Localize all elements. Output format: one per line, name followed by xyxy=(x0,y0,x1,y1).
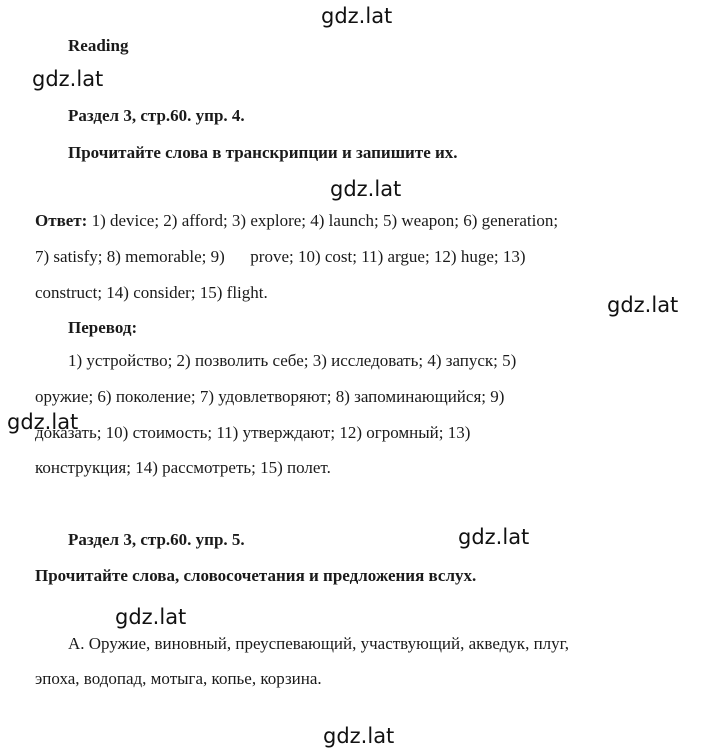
watermark-text: gdz.lat xyxy=(607,293,679,317)
exercise-instruction: Прочитайте слова в транскрипции и запишите их. xyxy=(68,143,458,162)
translation-line: конструкция; 14) рассмотреть; 15) полет. xyxy=(35,458,331,477)
watermark-text: gdz.lat xyxy=(32,67,104,91)
translation-line: оружие; 6) поколение; 7) удовлетворяют; 8) запоминающийся; 9) xyxy=(35,387,505,406)
section-title: Reading xyxy=(68,36,129,55)
watermark-text: gdz.lat xyxy=(330,177,402,201)
translation-line: 1) устройство; 2) позволить себе; 3) исследовать; 4) запуск; 5) xyxy=(68,351,517,370)
watermark-text: gdz.lat xyxy=(7,410,79,434)
exercise-heading: Раздел 3, стр.60. упр. 4. xyxy=(68,106,245,125)
watermark-text: gdz.lat xyxy=(458,525,530,549)
exercise-instruction: Прочитайте слова, словосочетания и предложения вслух. xyxy=(35,566,477,585)
answer-line xyxy=(35,211,558,231)
answer-text: 1) device; 2) afford; 3) explore; 4) launch; 5) weapon; 6) generation; xyxy=(87,211,559,230)
answer-line: 7) satisfy; 8) memorable; 9) prove; 10) cost; 11) argue; 12) huge; 13) xyxy=(35,247,526,266)
translation-line: доказать; 10) стоимость; 11) утверждают; 12) огромный; 13) xyxy=(35,423,471,442)
exercise-text-line: эпоха, водопад, мотыга, копье, корзина. xyxy=(35,669,322,688)
answer-line: construct; 14) consider; 15) flight. xyxy=(35,283,268,302)
watermark-text: gdz.lat xyxy=(321,4,393,28)
exercise-heading: Раздел 3, стр.60. упр. 5. xyxy=(68,530,245,549)
exercise-text-line: A. Оружие, виновный, преуспевающий, участвующий, акведук, плуг, xyxy=(68,634,569,653)
watermark-text: gdz.lat xyxy=(323,724,395,748)
watermark-text: gdz.lat xyxy=(115,605,187,629)
translation-label: Перевод: xyxy=(68,318,138,337)
answer-label: Ответ: xyxy=(35,211,88,230)
